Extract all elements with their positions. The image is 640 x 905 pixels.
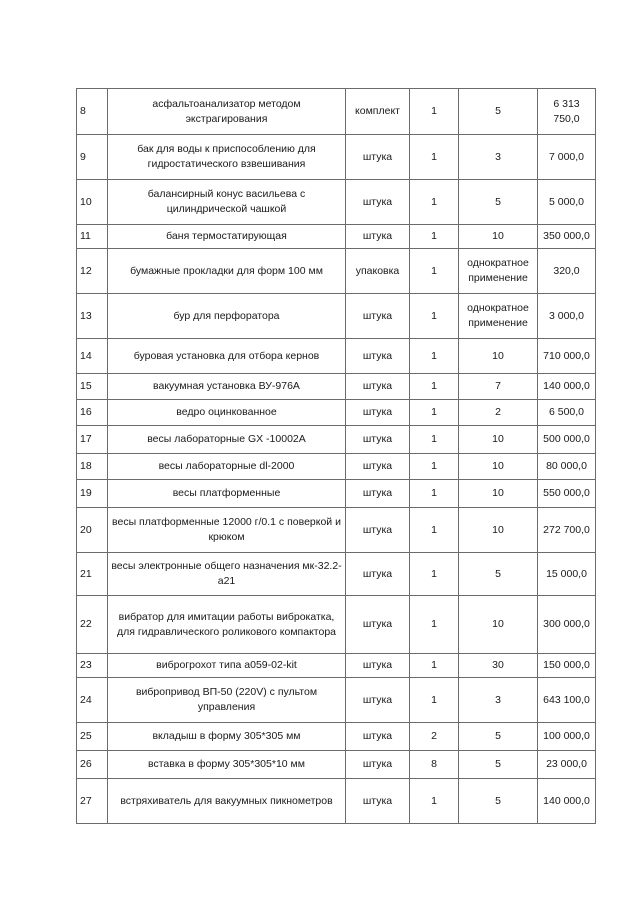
item-name: весы платформенные 12000 г/0.1 с поверкой и крюком	[108, 508, 346, 553]
item-price: 550 000,0	[538, 480, 596, 508]
item-unit: штука	[346, 426, 410, 454]
item-unit: штука	[346, 654, 410, 678]
item-price: 15 000,0	[538, 553, 596, 596]
item-quantity: 2	[410, 723, 459, 751]
item-service-life: 10	[459, 596, 538, 654]
item-price: 6 313 750,0	[538, 89, 596, 135]
table-body	[77, 89, 596, 824]
item-name: весы платформенные	[108, 480, 346, 508]
item-unit: штука	[346, 751, 410, 779]
item-quantity: 1	[410, 553, 459, 596]
item-unit: упаковка	[346, 249, 410, 294]
item-service-life: 10	[459, 225, 538, 249]
item-service-life: 5	[459, 779, 538, 824]
item-price: 3 000,0	[538, 294, 596, 339]
item-name: весы лабораторные GX -10002A	[108, 426, 346, 454]
item-service-life: 10	[459, 339, 538, 374]
item-quantity: 8	[410, 751, 459, 779]
item-service-life: 2	[459, 400, 538, 426]
table-row	[77, 751, 596, 779]
item-service-life: 10	[459, 480, 538, 508]
item-price: 100 000,0	[538, 723, 596, 751]
item-name: вибропривод ВП-50 (220V) с пультом управления	[108, 678, 346, 723]
item-unit: штука	[346, 374, 410, 400]
row-number: 16	[77, 400, 108, 426]
item-quantity: 1	[410, 180, 459, 225]
row-number: 15	[77, 374, 108, 400]
item-price: 5 000,0	[538, 180, 596, 225]
item-quantity: 1	[410, 480, 459, 508]
item-price: 500 000,0	[538, 426, 596, 454]
item-price: 150 000,0	[538, 654, 596, 678]
item-name: бур для перфоратора	[108, 294, 346, 339]
item-quantity: 1	[410, 454, 459, 480]
item-name: весы лабораторные dl-2000	[108, 454, 346, 480]
item-quantity: 1	[410, 89, 459, 135]
row-number: 26	[77, 751, 108, 779]
table-row	[77, 249, 596, 294]
row-number: 11	[77, 225, 108, 249]
table-row	[77, 480, 596, 508]
table-row	[77, 135, 596, 180]
item-quantity: 1	[410, 426, 459, 454]
item-unit: штука	[346, 339, 410, 374]
table-row	[77, 779, 596, 824]
row-number: 13	[77, 294, 108, 339]
item-price: 320,0	[538, 249, 596, 294]
item-quantity: 1	[410, 249, 459, 294]
item-service-life: 5	[459, 89, 538, 135]
item-service-life: 3	[459, 678, 538, 723]
item-service-life: однократное применение	[459, 294, 538, 339]
item-service-life: 10	[459, 508, 538, 553]
item-quantity: 1	[410, 374, 459, 400]
item-service-life: 10	[459, 454, 538, 480]
row-number: 22	[77, 596, 108, 654]
table-row	[77, 374, 596, 400]
row-number: 19	[77, 480, 108, 508]
item-service-life: однократное применение	[459, 249, 538, 294]
item-unit: штука	[346, 225, 410, 249]
item-name: вкладыш в форму 305*305 мм	[108, 723, 346, 751]
item-quantity: 1	[410, 508, 459, 553]
table-row	[77, 454, 596, 480]
item-price: 643 100,0	[538, 678, 596, 723]
equipment-table	[76, 88, 596, 824]
item-price: 710 000,0	[538, 339, 596, 374]
item-name: буровая установка для отбора кернов	[108, 339, 346, 374]
item-name: бумажные прокладки для форм 100 мм	[108, 249, 346, 294]
item-unit: штука	[346, 508, 410, 553]
table-row	[77, 508, 596, 553]
table-row	[77, 339, 596, 374]
row-number: 20	[77, 508, 108, 553]
item-unit: штука	[346, 180, 410, 225]
row-number: 17	[77, 426, 108, 454]
item-quantity: 1	[410, 294, 459, 339]
item-unit: штука	[346, 294, 410, 339]
row-number: 10	[77, 180, 108, 225]
item-price: 80 000,0	[538, 454, 596, 480]
item-unit: штука	[346, 596, 410, 654]
item-service-life: 3	[459, 135, 538, 180]
item-price: 140 000,0	[538, 374, 596, 400]
table-row	[77, 426, 596, 454]
item-name: асфальтоанализатор методом экстрагирования	[108, 89, 346, 135]
item-quantity: 1	[410, 654, 459, 678]
item-price: 6 500,0	[538, 400, 596, 426]
table-row	[77, 723, 596, 751]
item-name: ведро оцинкованное	[108, 400, 346, 426]
item-name: вибратор для имитации работы виброкатка, для гидравлического роликового компактора	[108, 596, 346, 654]
table-row	[77, 553, 596, 596]
item-unit: штука	[346, 678, 410, 723]
item-quantity: 1	[410, 678, 459, 723]
table-row	[77, 89, 596, 135]
item-name: вакуумная установка ВУ-976А	[108, 374, 346, 400]
item-service-life: 5	[459, 723, 538, 751]
table-row	[77, 654, 596, 678]
item-unit: штука	[346, 779, 410, 824]
item-service-life: 5	[459, 180, 538, 225]
item-quantity: 1	[410, 779, 459, 824]
table-row	[77, 678, 596, 723]
item-unit: штука	[346, 480, 410, 508]
table-row	[77, 596, 596, 654]
item-quantity: 1	[410, 225, 459, 249]
item-name: бак для воды к приспособлению для гидростатического взвешивания	[108, 135, 346, 180]
row-number: 24	[77, 678, 108, 723]
table-row	[77, 225, 596, 249]
item-price: 300 000,0	[538, 596, 596, 654]
item-unit: штука	[346, 454, 410, 480]
row-number: 23	[77, 654, 108, 678]
item-service-life: 30	[459, 654, 538, 678]
item-price: 7 000,0	[538, 135, 596, 180]
item-service-life: 5	[459, 553, 538, 596]
item-name: весы электронные общего назначения мк-32.2-а21	[108, 553, 346, 596]
item-name: балансирный конус васильева с цилиндрической чашкой	[108, 180, 346, 225]
item-price: 23 000,0	[538, 751, 596, 779]
item-unit: комплект	[346, 89, 410, 135]
item-quantity: 1	[410, 596, 459, 654]
item-quantity: 1	[410, 135, 459, 180]
item-name: вставка в форму 305*305*10 мм	[108, 751, 346, 779]
table-row	[77, 294, 596, 339]
item-price: 140 000,0	[538, 779, 596, 824]
item-price: 272 700,0	[538, 508, 596, 553]
table-row	[77, 400, 596, 426]
row-number: 8	[77, 89, 108, 135]
item-unit: штука	[346, 135, 410, 180]
item-quantity: 1	[410, 400, 459, 426]
item-unit: штука	[346, 723, 410, 751]
item-service-life: 7	[459, 374, 538, 400]
item-unit: штука	[346, 400, 410, 426]
item-name: виброгрохот типа а059-02-kit	[108, 654, 346, 678]
row-number: 18	[77, 454, 108, 480]
item-name: баня термостатирующая	[108, 225, 346, 249]
item-unit: штука	[346, 553, 410, 596]
item-quantity: 1	[410, 339, 459, 374]
item-name: встряхиватель для вакуумных пикнометров	[108, 779, 346, 824]
item-service-life: 5	[459, 751, 538, 779]
row-number: 14	[77, 339, 108, 374]
row-number: 21	[77, 553, 108, 596]
row-number: 12	[77, 249, 108, 294]
row-number: 9	[77, 135, 108, 180]
row-number: 25	[77, 723, 108, 751]
item-price: 350 000,0	[538, 225, 596, 249]
item-service-life: 10	[459, 426, 538, 454]
row-number: 27	[77, 779, 108, 824]
table-row	[77, 180, 596, 225]
